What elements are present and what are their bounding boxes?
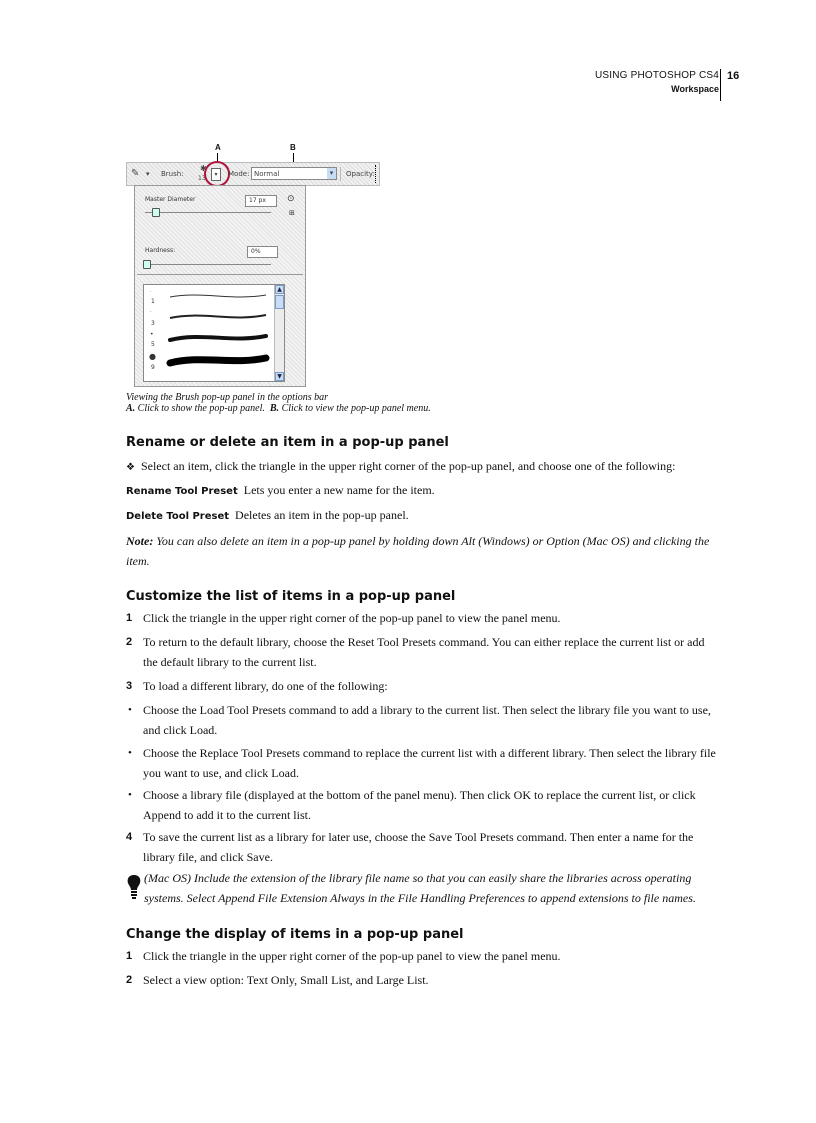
list-item: To return to the default library, choose the Reset Tool Presets command. You can either replace the current list or add the default library to the current list. bbox=[143, 635, 705, 669]
bullet-mark: • bbox=[128, 789, 132, 801]
chevron-down-icon[interactable]: ▾ bbox=[327, 168, 336, 179]
list-number: 2 bbox=[126, 974, 133, 986]
list-item: Select a view option: Text Only, Small List, and Large List. bbox=[143, 973, 429, 987]
list-item: To load a different library, do one of the following: bbox=[143, 679, 388, 693]
master-diameter-field[interactable]: 17 px bbox=[245, 195, 277, 207]
header-section: Workspace bbox=[671, 84, 719, 94]
caption-text-b: Click to view the pop-up panel menu. bbox=[281, 403, 431, 414]
options-bar bbox=[126, 162, 380, 186]
tip-paragraph: (Mac OS) Include the extension of the library file name so that you can easily share the libraries across operating systems. Select Append File Extension Always in the File Handling Preferences to append extensions to file names. bbox=[144, 871, 696, 905]
figure-caption-title: Viewing the Brush pop-up panel in the options bar bbox=[126, 392, 329, 403]
bullet-mark: • bbox=[128, 747, 132, 759]
note-text: You can also delete an item in a pop-up panel by holding down Alt (Windows) or Option (Mac OS) and clicking the item. bbox=[126, 534, 710, 568]
list-number: 3 bbox=[126, 680, 133, 692]
page-number: 16 bbox=[727, 70, 740, 82]
new-preset-icon[interactable]: ⊞ bbox=[289, 209, 295, 217]
running-header bbox=[595, 70, 719, 94]
step-text: Select an item, click the triangle in the upper right corner of the pop-up panel, and choose one of the following: bbox=[140, 459, 676, 473]
options-divider bbox=[340, 167, 341, 181]
section-heading-display: Change the display of items in a pop-up panel bbox=[126, 927, 464, 942]
caption-key-b: B. bbox=[269, 403, 280, 414]
panel-menu-icon[interactable]: ⊙ bbox=[287, 194, 295, 204]
note-paragraph bbox=[126, 531, 720, 571]
mode-value: Normal bbox=[254, 170, 280, 178]
header-title: USING PHOTOSHOP CS4 bbox=[594, 70, 719, 81]
list-scrollbar[interactable] bbox=[274, 285, 284, 381]
bullet-item: Choose the Load Tool Presets command to add a library to the current list. Then select the library file you want to use, and click Load. bbox=[143, 703, 711, 737]
scroll-thumb[interactable] bbox=[275, 295, 284, 309]
brush-stroke-previews bbox=[162, 285, 274, 381]
definition-term: Rename Tool Preset bbox=[126, 486, 238, 497]
list-number: 4 bbox=[126, 831, 133, 843]
brush-dot-icon: • bbox=[150, 331, 154, 338]
list-item: To save the current list as a library for later use, choose the Save Tool Presets command. Then enter a name for the library file, and click Save. bbox=[143, 830, 694, 864]
section-heading-customize: Customize the list of items in a pop-up panel bbox=[126, 589, 456, 604]
lightbulb-icon bbox=[126, 874, 142, 900]
step-paragraph bbox=[126, 456, 720, 478]
list-number: 1 bbox=[126, 612, 133, 624]
bar-cut-edge bbox=[375, 165, 376, 183]
scroll-up-icon[interactable]: ▲ bbox=[275, 285, 284, 294]
bullet-item: Choose a library file (displayed at the bottom of the panel menu). Then click OK to replace the current list, or click Append to add it to the current list. bbox=[143, 788, 696, 822]
hardness-slider[interactable] bbox=[145, 264, 271, 265]
highlight-circle bbox=[204, 161, 230, 187]
brush-size-label: 3 bbox=[151, 320, 155, 327]
step-bullet-icon: ❖ bbox=[126, 462, 135, 473]
list-item: Click the triangle in the upper right corner of the pop-up panel to view the panel menu. bbox=[143, 611, 561, 625]
brush-size-label: 9 bbox=[151, 364, 155, 371]
definition-term: Delete Tool Preset bbox=[126, 511, 230, 522]
hardness-label: Hardness: bbox=[145, 247, 176, 254]
brush-dot-icon: · bbox=[150, 289, 152, 294]
section-heading-rename-delete: Rename or delete an item in a pop-up panel bbox=[126, 435, 449, 450]
brush-label: Brush: bbox=[161, 170, 184, 178]
figure-caption-keys bbox=[126, 403, 431, 414]
brush-popup-panel bbox=[134, 185, 306, 387]
hardness-field[interactable]: 0% bbox=[247, 246, 278, 258]
brush-stroke-preview bbox=[170, 315, 266, 318]
list-number: 2 bbox=[126, 636, 133, 648]
brush-stroke-preview bbox=[170, 295, 266, 297]
list-number: 1 bbox=[126, 950, 133, 962]
tool-preset-arrow-icon[interactable]: ▾ bbox=[146, 170, 150, 178]
brush-stroke-preview bbox=[170, 336, 266, 340]
caption-text-a: Click to show the pop-up panel. bbox=[137, 403, 265, 414]
definition-rename bbox=[126, 480, 720, 502]
mode-select[interactable] bbox=[251, 167, 337, 180]
brush-panel-toggle-button[interactable]: ▾ bbox=[211, 168, 221, 181]
master-diameter-slider[interactable] bbox=[145, 212, 271, 213]
mode-label: Mode: bbox=[228, 170, 250, 178]
bullet-mark: • bbox=[128, 704, 132, 716]
panel-divider bbox=[137, 274, 303, 275]
brush-preset-list[interactable] bbox=[143, 284, 285, 382]
brush-dot-icon: · bbox=[150, 309, 152, 315]
definition-delete bbox=[126, 505, 720, 527]
callout-a: A bbox=[215, 143, 221, 152]
hardness-knob[interactable] bbox=[143, 260, 151, 269]
brush-size-label: 5 bbox=[151, 341, 155, 348]
brush-tool-icon[interactable]: ✎ bbox=[131, 168, 140, 179]
brush-size: 13 bbox=[198, 175, 206, 182]
scroll-down-icon[interactable]: ▼ bbox=[275, 372, 284, 381]
brush-preview-icon[interactable]: ✱ bbox=[200, 164, 207, 173]
definition-desc: Lets you enter a new name for the item. bbox=[243, 483, 435, 497]
brush-dot-icon: ● bbox=[149, 352, 156, 361]
brush-panel-figure bbox=[126, 142, 396, 388]
callout-b: B bbox=[290, 143, 296, 152]
brush-size-label: 1 bbox=[151, 298, 155, 305]
list-item: Click the triangle in the upper right corner of the pop-up panel to view the panel menu. bbox=[143, 949, 561, 963]
master-diameter-knob[interactable] bbox=[152, 208, 160, 217]
definition-desc: Deletes an item in the pop-up panel. bbox=[235, 508, 409, 522]
caption-key-a: A. bbox=[126, 403, 136, 414]
brush-stroke-preview bbox=[170, 358, 266, 363]
note-label: Note: bbox=[126, 534, 154, 548]
header-rule bbox=[720, 69, 721, 101]
master-diameter-label: Master Diameter bbox=[145, 196, 196, 203]
opacity-label: Opacity: bbox=[346, 170, 375, 178]
bullet-item: Choose the Replace Tool Presets command to replace the current list with a different library. Then select the library file you want to use, and click Load. bbox=[143, 746, 716, 780]
